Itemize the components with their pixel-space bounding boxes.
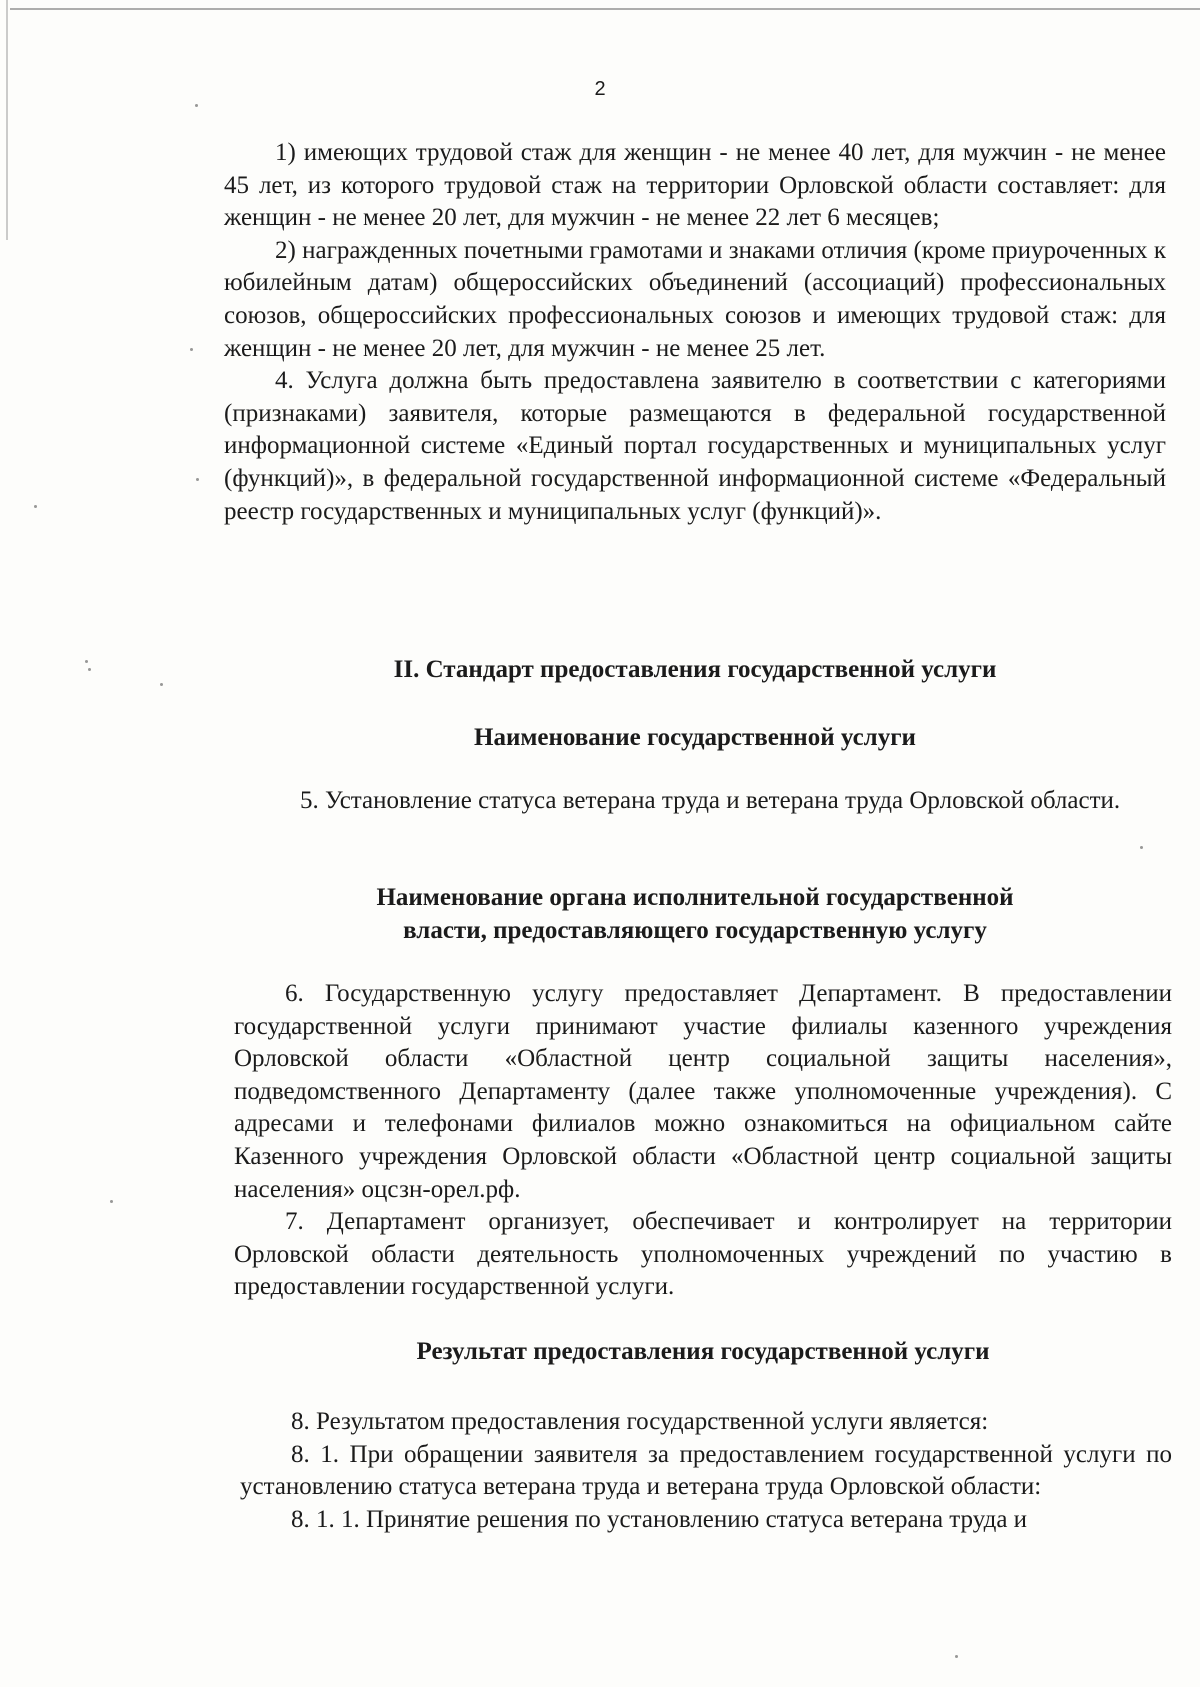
paragraph-item-5: 5. Установление статуса ветерана труда и ветерана труда Орловской области. xyxy=(300,787,1121,814)
paragraph-item-4: 4. Услуга должна быть предоставлена заявителю в соответствии с категориями (признаками) заявителя, которые размещаются в федеральной государственной информационной системе «Единый портал государственных и муниципальных услуг (функций)», в федеральной государственной информационной системе «Федеральный реестр государственных и муниципальных услуг (функций)». xyxy=(224,367,1166,525)
scan-speck xyxy=(195,104,198,107)
section-title: II. Стандарт предоставления государственной услуги xyxy=(393,656,997,683)
heading-authority-line-1: Наименование органа исполнительной государственной xyxy=(376,884,1014,911)
paragraph-item-8-1: 8. 1. При обращении заявителя за предоставлением государственной услуги по установлению статуса ветерана труда и ветерана труда Орловской области: xyxy=(240,1440,1172,1501)
paragraph-item-7: 7. Департамент организует, обеспечивает и контролирует на территории Орловской области деятельность уполномоченных учреждений по участию в предоставлении государственной услуги. xyxy=(234,1208,1172,1301)
heading-service-name: Наименование государственной услуги xyxy=(474,724,916,751)
heading-authority xyxy=(224,881,1166,947)
scan-left-edge xyxy=(6,0,8,240)
paragraph-item-8: 8. Результатом предоставления государственной услуги является: xyxy=(291,1408,989,1435)
scan-speck xyxy=(88,668,91,671)
page-number: 2 xyxy=(594,78,606,100)
paragraph-item-6: 6. Государственную услугу предоставляет Департамент. В предоставлении государственной услуги принимают участие филиалы казенного учреждения Орловской области «Областной центр социальной защиты населения», подведомственного Департаменту (далее также уполномоченные учреждения). С адресами и телефонами филиалов можно ознакомиться на официальном сайте Казенного учреждения Орловской области «Областной центр социальной защиты населения» оцсзн-орел.рф. xyxy=(234,980,1172,1203)
paragraph-work-experience: 1) имеющих трудовой стаж для женщин - не менее 40 лет, для мужчин - не менее 45 лет, из которого трудовой стаж на территории Орловской области составляет: для женщин - не менее 20 лет, для мужчин - не менее 22 лет 6 месяцев; xyxy=(224,139,1166,232)
scan-speck xyxy=(160,683,163,686)
scan-speck xyxy=(196,478,199,481)
scan-speck xyxy=(110,1200,113,1203)
text-block-service-name xyxy=(230,785,1172,818)
heading-authority-line-2: власти, предоставляющего государственную услугу xyxy=(403,917,987,944)
scan-speck xyxy=(85,660,88,663)
text-block-authority xyxy=(234,978,1172,1304)
scan-speck xyxy=(34,505,37,508)
paragraph-item-8-1-1: 8. 1. 1. Принятие решения по установлению статуса ветерана труда и xyxy=(291,1505,1028,1533)
scan-speck xyxy=(955,1655,958,1658)
text-block-result xyxy=(240,1406,1172,1536)
scan-speck xyxy=(1140,846,1143,849)
paragraph-awarded: 2) награжденных почетными грамотами и знаками отличия (кроме приуроченных к юбилейным датам) общероссийских объединений (ассоциаций) профессиональных союзов, общероссийских профессиональных союзов и имеющих трудовой стаж: для женщин - не менее 20 лет, для мужчин - не менее 25 лет. xyxy=(224,236,1166,362)
scan-top-edge xyxy=(10,8,1200,10)
text-block-eligibility xyxy=(224,137,1166,528)
scan-speck xyxy=(190,348,193,351)
heading-result: Результат предоставления государственной услуги xyxy=(416,1338,990,1365)
